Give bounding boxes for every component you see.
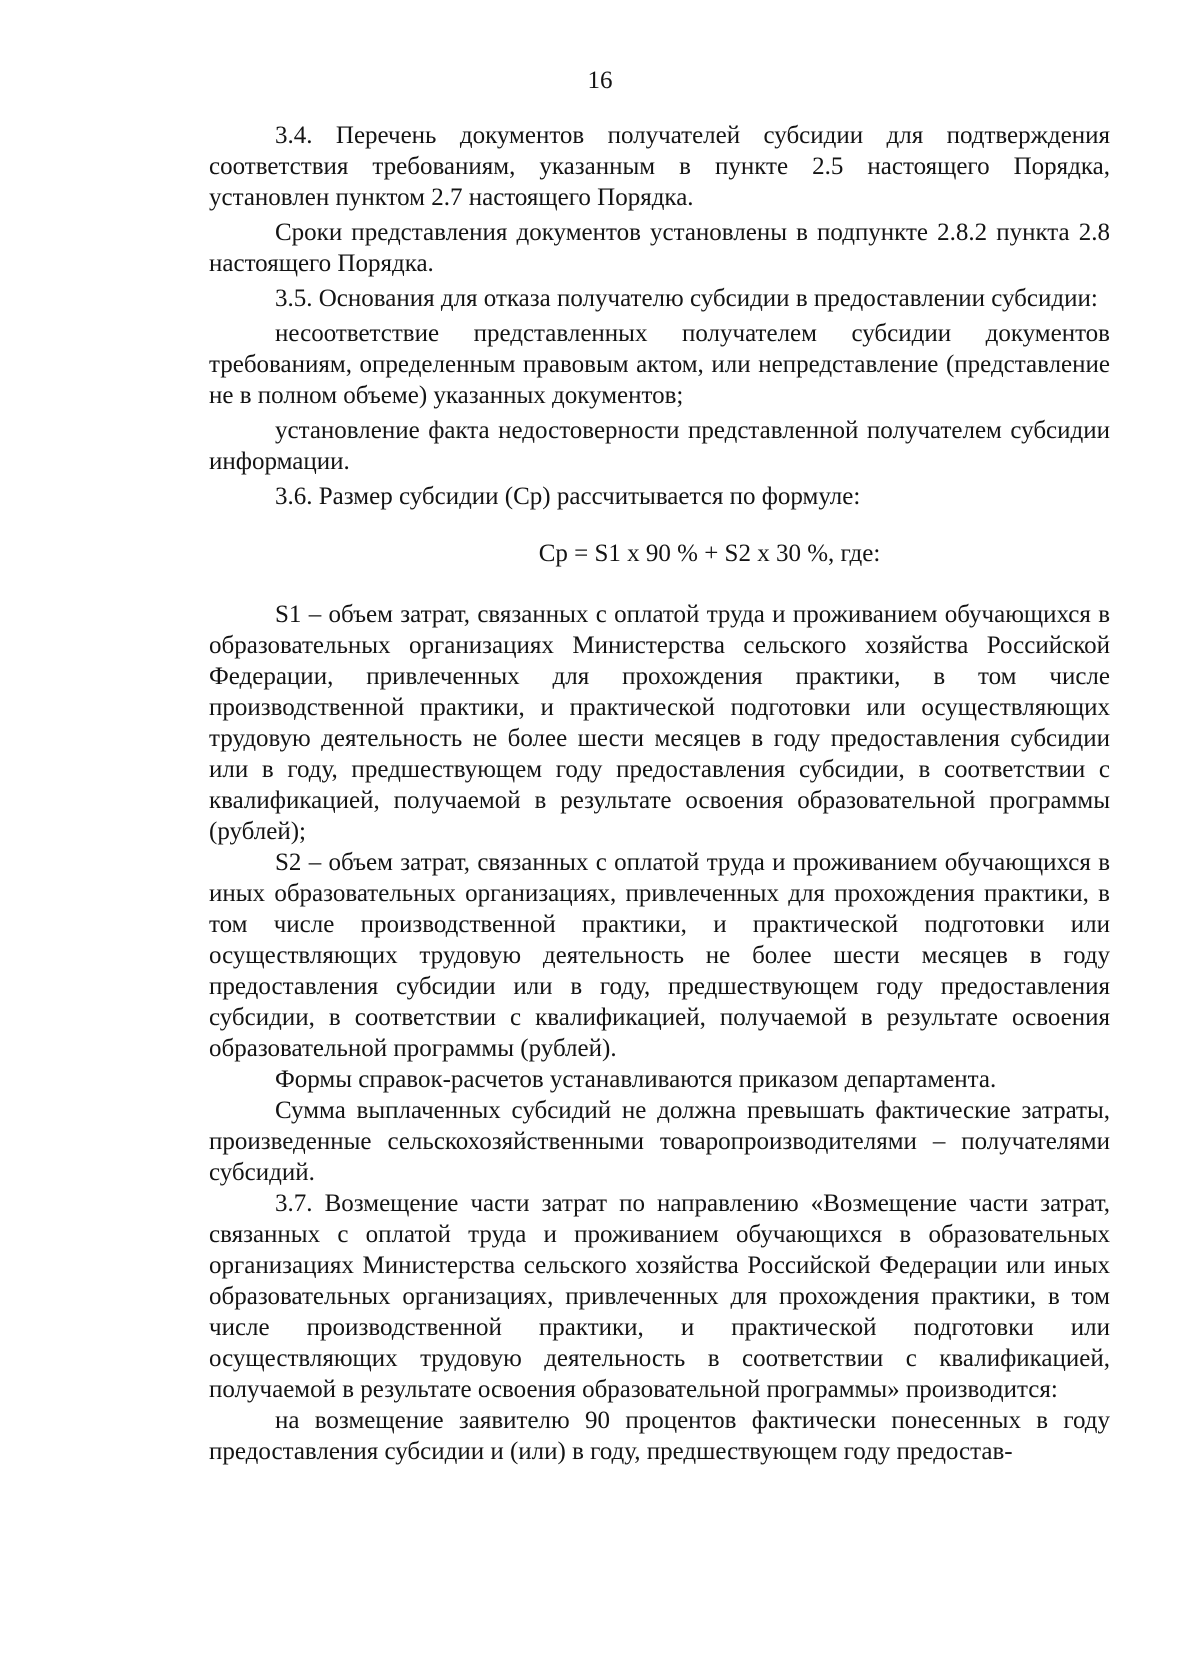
- paragraph-sum-limit: Сумма выплаченных субсидий не должна превышать фактические затраты, произведенные сельскохозяйственными товаропроизводителями – получателями субсидий.: [209, 1097, 1110, 1186]
- paragraph-refusal-reason-1: несоответствие представленных получателем субсидии документов требованиям, определенным правовым актом, или непредставление (представление не в полном объеме) указанных документов;: [209, 320, 1110, 409]
- paragraph-3-7: 3.7. Возмещение части затрат по направлению «Возмещение части затрат, связанных с оплатой труда и проживанием обучающихся в образовательных организациях Министерства сельского хозяйства Российской Федерации или иных образовательных организациях, привлеченных для прохождения практики, в том числе производственной практики, и практической подготовки или осуществляющих трудовую деятельность в соответствии с квалификацией, получаемой в результате освоения образовательной программы» производится:: [209, 1190, 1110, 1403]
- paragraph-forms: Формы справок-расчетов устанавливаются приказом департамента.: [275, 1066, 997, 1093]
- subsidy-formula: Ср = S1 x 90 % + S2 x 30 %, где:: [538, 540, 881, 567]
- paragraph-reimbursement: на возмещение заявителю 90 процентов фактически понесенных в году предоставления субсидии и (или) в году, предшествующем году предостав-: [209, 1407, 1110, 1465]
- definition-s2: S2 – объем затрат, связанных с оплатой труда и проживанием обучающихся в иных образовательных организациях, привлеченных для прохождения практики, в том числе производственной практики, и практической подготовки или осуществляющих трудовую деятельность не более шести месяцев в году предоставления субсидии или в году, предшествующем году предоставления субсидии, в соответствии с квалификацией, получаемой в результате освоения образовательной программы (рублей).: [209, 849, 1110, 1062]
- paragraph-deadlines: Сроки представления документов установлены в подпункте 2.8.2 пункта 2.8 настоящего Порядка.: [209, 219, 1110, 277]
- paragraph-3-4: 3.4. Перечень документов получателей субсидии для подтверждения соответствия требованиям, указанным в пункте 2.5 настоящего Порядка, установлен пунктом 2.7 настоящего Порядка.: [209, 122, 1110, 211]
- paragraph-3-6: 3.6. Размер субсидии (Ср) рассчитывается по формуле:: [275, 483, 861, 510]
- definition-s1: S1 – объем затрат, связанных с оплатой труда и проживанием обучающихся в образовательных организациях Министерства сельского хозяйства Российской Федерации, привлеченных для прохождения практики, в том числе производственной практики, и практической подготовки или осуществляющих трудовую деятельность не более шести месяцев в году предоставления субсидии или в году, предшествующем году предоставления субсидии, в соответствии с квалификацией, получаемой в результате освоения образовательной программы (рублей);: [209, 601, 1110, 845]
- paragraph-3-5: 3.5. Основания для отказа получателю субсидии в предоставлении субсидии:: [275, 285, 1098, 312]
- paragraph-refusal-reason-2: установление факта недостоверности представленной получателем субсидии информации.: [209, 417, 1110, 475]
- page-number: 16: [587, 67, 613, 94]
- document-body: [209, 120, 1110, 1467]
